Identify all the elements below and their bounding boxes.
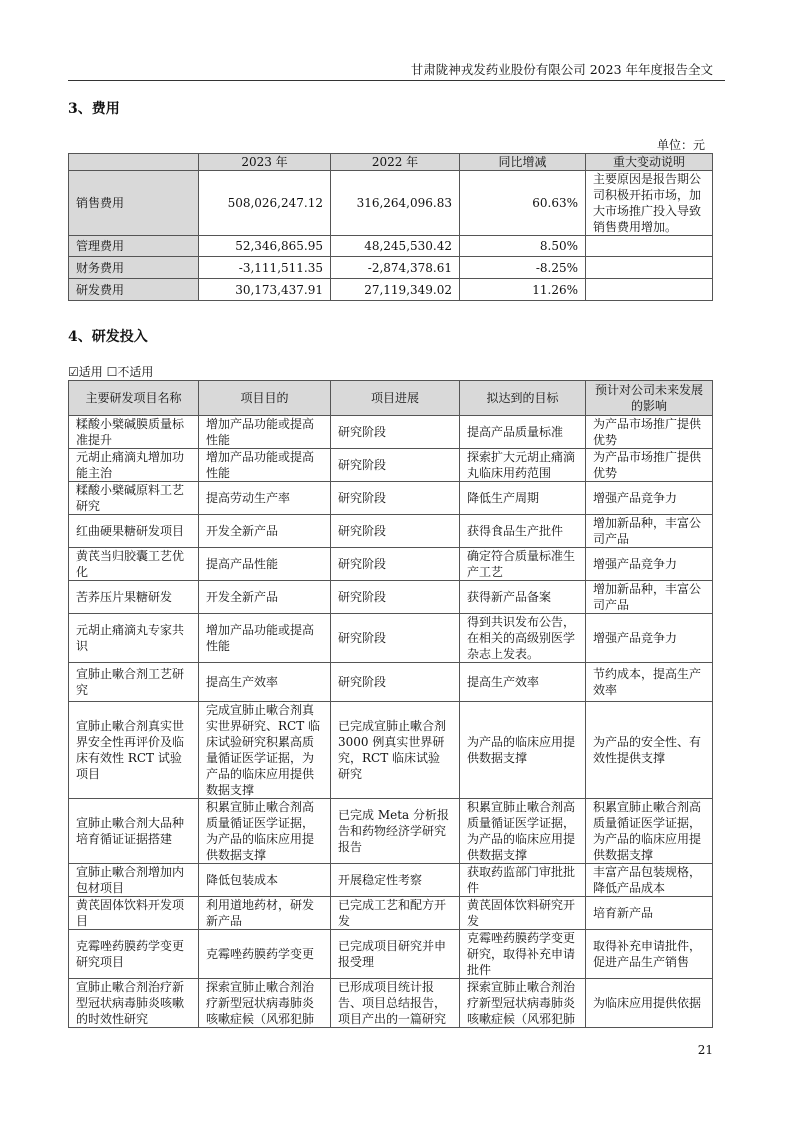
table-cell: 为产品市场推广提供优势 [586,449,713,482]
table-cell: 508,026,247.12 [199,171,331,236]
running-head: 甘肃陇神戎发药业股份有限公司 2023 年年度报告全文 [410,62,713,77]
table-cell: 积累宣肺止嗽合剂高质量循证医学证据，为产品的临床应用提供数据支撑 [586,799,713,864]
table-row [69,449,713,482]
table-cell: 增加产品功能或提高性能 [199,614,331,663]
table-cell: 获得新产品备案 [460,581,586,614]
table-cell: 取得补充申请批件，促进产品生产销售 [586,930,713,979]
table-row [69,979,713,1028]
table-cell: 积累宣肺止嗽合剂高质量循证医学证据，为产品的临床应用提供数据支撑 [199,799,331,864]
table-row [69,279,713,301]
table-cell: 克霉唑药膜药学变更 [199,930,331,979]
table-cell: 已完成宣肺止嗽合剂 3000 例真实世界研究，RCT 临床试验研究 [331,702,460,799]
table-row [69,416,713,449]
table-row [69,663,713,702]
table-cell: 探索宣肺止嗽合剂治疗新型冠状病毒肺炎咳嗽症候（风邪犯肺 [460,979,586,1028]
table-cell: 增强产品竞争力 [586,548,713,581]
table-cell: -2,874,378.61 [331,257,460,279]
project-name: 元胡止痛滴丸增加功能主治 [69,449,199,482]
table-cell: 研究阶段 [331,416,460,449]
project-name: 宣肺止嗽合剂治疗新型冠状病毒肺炎咳嗽的时效性研究 [69,979,199,1028]
table-cell: 研究阶段 [331,581,460,614]
column-header: 2023 年 [199,154,331,171]
applicability-options [68,363,153,380]
table-cell: 降低生产周期 [460,482,586,515]
table-cell: 开发全新产品 [199,581,331,614]
header-divider [68,80,725,81]
table-row [69,864,713,897]
column-header [69,154,199,171]
table-cell: 60.63% [460,171,586,236]
table-cell: 利用道地药材，研发新产品 [199,897,331,930]
row-label: 管理费用 [69,236,199,257]
table-cell: 培育新产品 [586,897,713,930]
table-row [69,930,713,979]
table-cell: 研究阶段 [331,482,460,515]
section-title-rd: 4、研发投入 [68,329,148,345]
table-cell: -3,111,511.35 [199,257,331,279]
column-header: 主要研发项目名称 [69,381,199,416]
table-cell: 11.26% [460,279,586,301]
table-cell: 积累宣肺止嗽合剂高质量循证医学证据，为产品的临床应用提供数据支撑 [460,799,586,864]
table-cell [586,257,713,279]
project-name: 宣肺止嗽合剂增加内包材项目 [69,864,199,897]
column-header: 项目进展 [331,381,460,416]
table-cell: 48,245,530.42 [331,236,460,257]
table-cell: 提高生产效率 [460,663,586,702]
project-name: 糅酸小檗碱膜质量标准提升 [69,416,199,449]
row-label: 研发费用 [69,279,199,301]
project-name: 宣肺止嗽合剂工艺研究 [69,663,199,702]
table-cell: 获得食品生产批件 [460,515,586,548]
applicable-checkbox[interactable]: ☑适用 [68,365,103,379]
table-cell: 为产品市场推广提供优势 [586,416,713,449]
table-header-row [69,154,713,171]
project-name: 苦荞压片果糖研发 [69,581,199,614]
table-cell: 增强产品竞争力 [586,614,713,663]
table-cell: 研究阶段 [331,449,460,482]
table-cell: 研究阶段 [331,548,460,581]
table-cell: 研究阶段 [331,614,460,663]
project-name: 克霉唑药膜药学变更研究项目 [69,930,199,979]
table-cell: 为临床应用提供依据 [586,979,713,1028]
page-number: 21 [697,1043,713,1057]
table-cell: 得到共识发布公告，在相关的高级别医学杂志上发表。 [460,614,586,663]
table-cell: 8.50% [460,236,586,257]
project-name: 宣肺止嗽合剂真实世界安全性再评价及临床有效性 RCT 试验项目 [69,702,199,799]
project-name: 糅酸小檗碱原料工艺研究 [69,482,199,515]
row-label: 财务费用 [69,257,199,279]
rd-projects-table [68,380,713,1028]
table-row [69,482,713,515]
table-cell: 316,264,096.83 [331,171,460,236]
table-cell: 增加新品种，丰富公司产品 [586,581,713,614]
table-cell: 已完成 Meta 分析报告和药物经济学研究报告 [331,799,460,864]
table-row [69,799,713,864]
table-cell: 已完成工艺和配方开发 [331,897,460,930]
table-cell [586,279,713,301]
table-cell: 52,346,865.95 [199,236,331,257]
table-row [69,614,713,663]
project-name: 宣肺止嗽合剂大品种培育循证证据搭建 [69,799,199,864]
table-row [69,236,713,257]
table-cell: 获取药监部门审批批件 [460,864,586,897]
table-cell: 30,173,437.91 [199,279,331,301]
table-cell: 增加产品功能或提高性能 [199,416,331,449]
table-cell: 已形成项目统计报告、项目总结报告，项目产出的一篇研究 [331,979,460,1028]
table-cell: 降低包装成本 [199,864,331,897]
project-name: 元胡止痛滴丸专家共识 [69,614,199,663]
table-cell: 完成宣肺止嗽合剂真实世界研究、RCT 临床试验研究积累高质量循证医学证据，为产品的临床应用提供数据支撑 [199,702,331,799]
table-cell: 提高劳动生产率 [199,482,331,515]
table-cell: 开展稳定性考察 [331,864,460,897]
table-cell: -8.25% [460,257,586,279]
table-cell: 探索扩大元胡止痛滴丸临床用药范围 [460,449,586,482]
table-row [69,257,713,279]
column-header: 项目目的 [199,381,331,416]
column-header: 拟达到的目标 [460,381,586,416]
table-cell: 已完成项目研究并申报受理 [331,930,460,979]
table-cell: 确定符合质量标准生产工艺 [460,548,586,581]
column-header: 重大变动说明 [586,154,713,171]
table-row [69,581,713,614]
table-cell [586,236,713,257]
table-cell: 增加新品种，丰富公司产品 [586,515,713,548]
column-header: 同比增减 [460,154,586,171]
table-row [69,515,713,548]
not-applicable-checkbox[interactable]: ☐不适用 [106,365,154,379]
expenses-table [68,153,713,301]
section-title-expenses: 3、费用 [68,101,120,117]
table-row [69,171,713,236]
table-cell: 为产品的临床应用提供数据支撑 [460,702,586,799]
table-cell: 开发全新产品 [199,515,331,548]
table-cell: 克霉唑药膜药学变更研究，取得补充申请批件 [460,930,586,979]
project-name: 红曲硬果糖研发项目 [69,515,199,548]
column-header: 2022 年 [331,154,460,171]
table-header-row [69,381,713,416]
table-cell: 研究阶段 [331,515,460,548]
project-name: 黄芪固体饮料开发项目 [69,897,199,930]
table-cell: 黄芪固体饮料研究开发 [460,897,586,930]
column-header: 预计对公司未来发展的影响 [586,381,713,416]
table-cell: 研究阶段 [331,663,460,702]
table-row [69,702,713,799]
unit-label: 单位：元 [656,138,705,152]
table-cell: 提高生产效率 [199,663,331,702]
table-row [69,897,713,930]
row-label: 销售费用 [69,171,199,236]
table-cell: 增强产品竞争力 [586,482,713,515]
table-cell: 丰富产品包装规格，降低产品成本 [586,864,713,897]
table-cell: 提高产品质量标准 [460,416,586,449]
table-cell: 27,119,349.02 [331,279,460,301]
table-cell: 探索宣肺止嗽合剂治疗新型冠状病毒肺炎咳嗽症候（风邪犯肺 [199,979,331,1028]
table-row [69,548,713,581]
table-cell: 节约成本，提高生产效率 [586,663,713,702]
table-cell: 主要原因是报告期公司积极开拓市场，加大市场推广投入导致销售费用增加。 [586,171,713,236]
table-cell: 增加产品功能或提高性能 [199,449,331,482]
table-cell: 为产品的安全性、有效性提供支撑 [586,702,713,799]
table-cell: 提高产品性能 [199,548,331,581]
project-name: 黄芪当归胶囊工艺优化 [69,548,199,581]
